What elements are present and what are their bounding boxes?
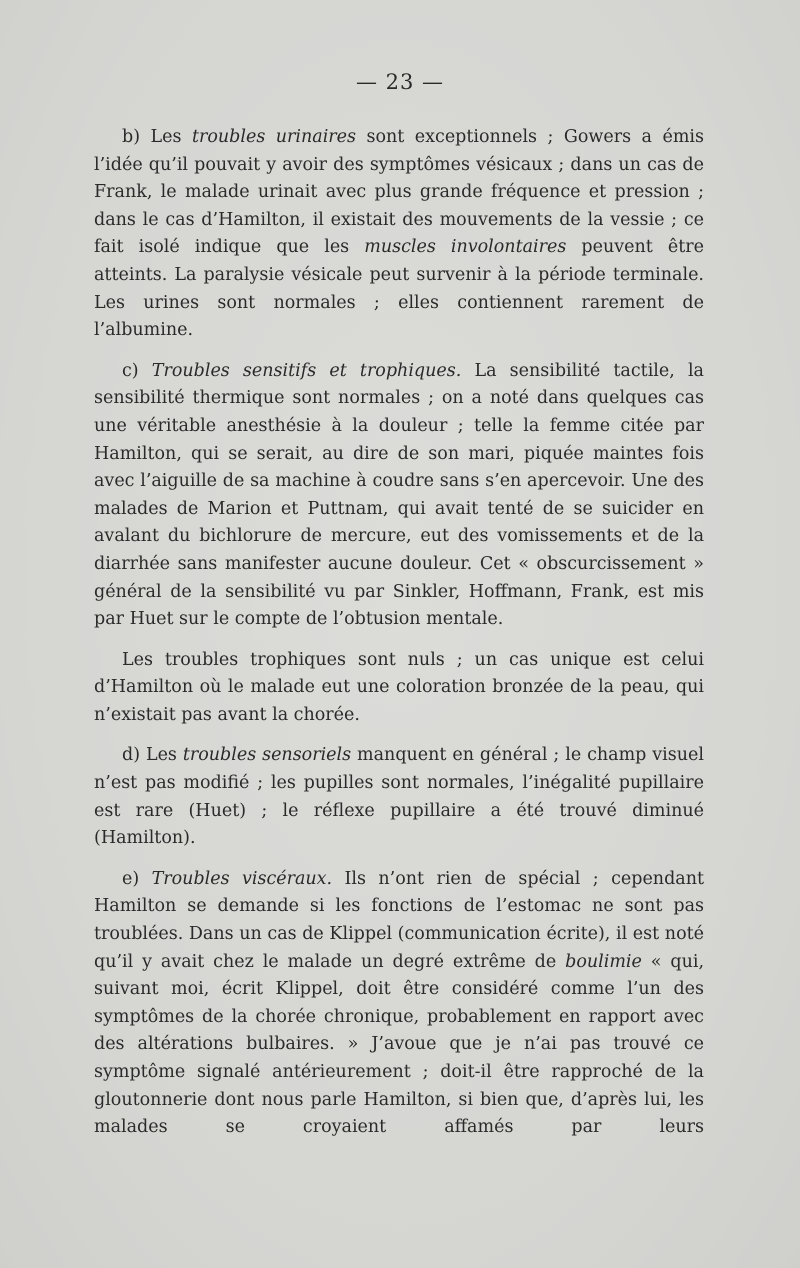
page-number: — 23 —	[355, 70, 445, 94]
paragraph-trophic-troubles	[94, 647, 704, 730]
paragraph-sensitive-trophic-troubles	[94, 358, 704, 634]
text-run: b) Les	[122, 127, 192, 147]
text-run: peuvent être atteints. La paralysie vésicale peut survenir à la période terminale. Les urines sont normales ; elles contiennent rarement de l’albumine.	[94, 237, 704, 341]
text-run: « qui, suivant moi, écrit Klippel, doit être considéré comme l’un des symptômes de la chorée chronique, probablement en rapport avec des altérations bulbaires. » J’avoue que je n’ai pas trouvé ce symptôme signalé antérieurement ; doit-il être rapproché de la gloutonnerie dont nous parle Hamilton, si bien que, d’après lui, les malades se croyaient affamés par leurs	[94, 951, 705, 1138]
italic-phrase: Troubles viscéraux.	[151, 868, 333, 889]
text-run: Ils n’ont rien de spécial ; cependant Hamilton se demande si les fonctions de l’estomac ne sont pas troublées. Dans un cas de Klippel (communication écrite), il est noté qu’il y avait chez le malade un degré extrême de	[94, 868, 705, 972]
italic-phrase: boulimie	[565, 951, 642, 972]
italic-phrase: muscles involontaires	[364, 237, 567, 258]
text-run: d) Les	[122, 745, 183, 766]
body-text	[94, 124, 704, 1155]
text-run: Les troubles trophiques sont nuls ; un cas unique est celui d’Hamilton où le malade eut une coloration bronzée de la peau, qui n’existait pas avant la chorée.	[94, 649, 704, 725]
italic-phrase: troubles urinaires	[191, 127, 357, 147]
italic-phrase: Troubles sensitifs et trophiques.	[151, 360, 462, 381]
paragraph-visceral-troubles	[94, 866, 704, 1142]
text-run: c)	[122, 360, 152, 381]
text-run: La sensibilité tactile, la sensibilité thermique sont normales ; on a noté dans quelques cas une véritable anesthésie à la douleur ; telle la femme citée par Hamilton, qui se serait, au dire de son mari, piquée maintes fois avec l’aiguille de sa machine à coudre sans s’en apercevoir. Une des malades de Marion et Puttnam, qui avait tenté de se suicider en avalant du bichlorure de mercure, eut des vomissements et de la diarrhée sans manifester aucune douleur. Cet « obscurcissement » général de la sensibilité vu par Sinkler, Hoffmann, Frank, est mis par Huet sur le compte de l’obtusion mentale.	[94, 360, 704, 630]
italic-phrase: troubles sensoriels	[182, 745, 352, 766]
paragraph-sensory-troubles	[94, 742, 704, 852]
text-run: sont exceptionnels ; Gowers a émis l’idée qu’il pouvait y avoir des symptômes vésicaux ; dans un cas de Frank, le malade urinait avec plus grande fréquence et pression ; dans le cas d’Hamilton, il existait des mouvements de la vessie ; ce fait isolé indique que les	[94, 127, 704, 258]
text-run: e)	[122, 868, 152, 889]
paragraph-urinary-troubles	[94, 124, 704, 345]
text-run: manquent en général ; le champ visuel n’est pas modifié ; les pupilles sont normales, l’inégalité pupillaire est rare (Huet) ; le réflexe pupillaire a été trouvé diminué (Hamilton).	[94, 745, 704, 849]
